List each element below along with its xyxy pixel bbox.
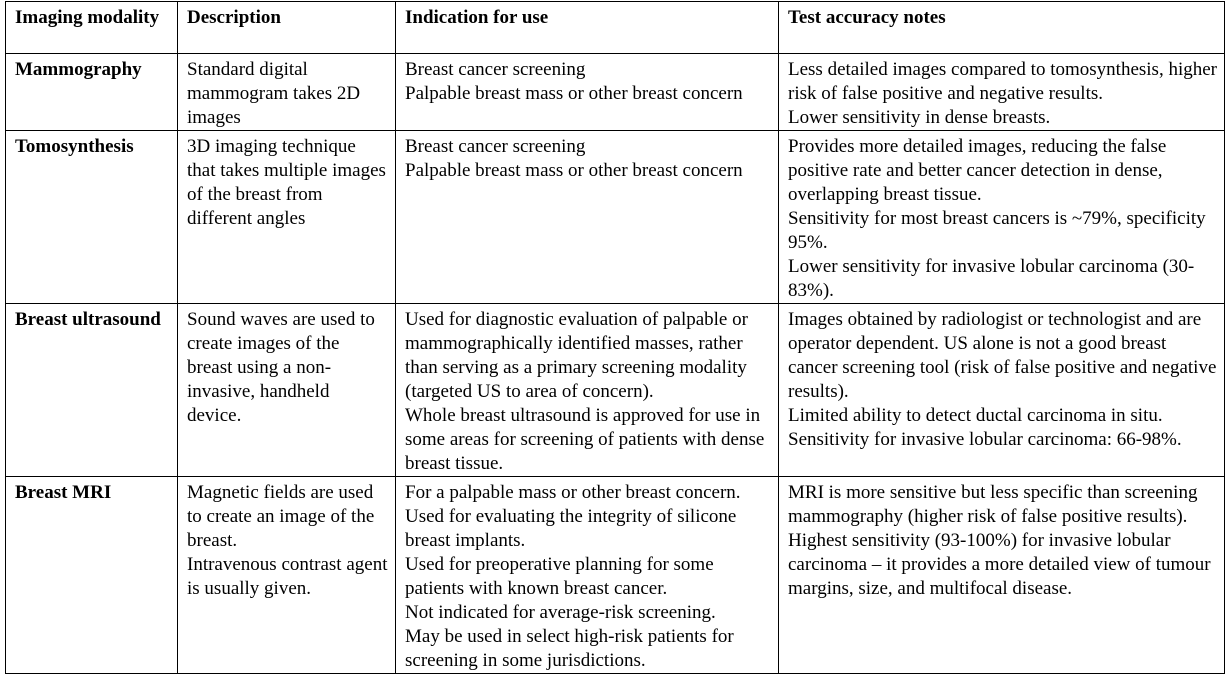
indication-cell: [396, 54, 779, 131]
indication-line: Used for diagnostic evaluation of palpable or mammographically identified masses, rather than serving as a primary screening modality (targeted US to area of concern).: [405, 309, 748, 402]
description-cell: 3D imaging technique that takes multiple images of the breast from different angles: [178, 131, 396, 304]
description-cell: Standard digital mammogram takes 2D images: [178, 54, 396, 131]
indication-line: Palpable breast mass or other breast concern: [405, 160, 743, 181]
description-line: Intravenous contrast agent is usually given.: [187, 554, 388, 599]
accuracy-line: Sensitivity for invasive lobular carcinoma: 66-98%.: [788, 429, 1182, 450]
indication-line: Used for evaluating the integrity of silicone breast implants.: [405, 506, 737, 551]
indication-line: Breast cancer screening: [405, 59, 586, 80]
imaging-modality-table: [5, 1, 1225, 674]
accuracy-line: Less detailed images compared to tomosynthesis, higher risk of false positive and negative results.: [788, 59, 1217, 104]
table-row-tomosynthesis: [6, 131, 1225, 304]
modality-cell: Tomosynthesis: [6, 131, 178, 304]
modality-cell: Breast ultrasound: [6, 304, 178, 477]
accuracy-line: Highest sensitivity (93-100%) for invasive lobular carcinoma – it provides a more detailed view of tumour margins, size, and multifocal disease.: [788, 530, 1211, 599]
description-cell: [178, 477, 396, 674]
indication-line: Palpable breast mass or other breast concern: [405, 83, 743, 104]
accuracy-line: MRI is more sensitive but less specific than screening mammography (higher risk of false positive results).: [788, 482, 1198, 527]
accuracy-cell: [779, 131, 1225, 304]
accuracy-cell: [779, 54, 1225, 131]
table-row-breast-ultrasound: [6, 304, 1225, 477]
modality-cell: Breast MRI: [6, 477, 178, 674]
indication-line: May be used in select high-risk patients for screening in some jurisdictions.: [405, 626, 734, 671]
accuracy-line: Images obtained by radiologist or technologist and are operator dependent. US alone is not a good breast cancer screening tool (risk of false positive and negative results).: [788, 309, 1217, 402]
accuracy-line: Lower sensitivity for invasive lobular carcinoma (30-83%).: [788, 256, 1195, 301]
indication-line: Not indicated for average-risk screening.: [405, 602, 716, 623]
accuracy-cell: [779, 477, 1225, 674]
modality-cell: Mammography: [6, 54, 178, 131]
indication-cell: [396, 304, 779, 477]
description-line: Magnetic fields are used to create an image of the breast.: [187, 482, 375, 551]
indication-line: Breast cancer screening: [405, 136, 586, 157]
accuracy-line: Sensitivity for most breast cancers is ~79%, specificity 95%.: [788, 208, 1206, 253]
accuracy-line: Provides more detailed images, reducing the false positive rate and better cancer detection in dense, overlapping breast tissue.: [788, 136, 1167, 205]
table-row-breast-mri: [6, 477, 1225, 674]
indication-cell: [396, 131, 779, 304]
header-imaging-modality: Imaging modality: [6, 2, 178, 54]
indication-line: For a palpable mass or other breast concern.: [405, 482, 741, 503]
table-row-mammography: [6, 54, 1225, 131]
header-indication-for-use: Indication for use: [396, 2, 779, 54]
accuracy-line: Lower sensitivity in dense breasts.: [788, 107, 1051, 128]
indication-line: Whole breast ultrasound is approved for use in some areas for screening of patients with dense breast tissue.: [405, 405, 765, 474]
header-test-accuracy-notes: Test accuracy notes: [779, 2, 1225, 54]
accuracy-line: Limited ability to detect ductal carcinoma in situ.: [788, 405, 1163, 426]
header-description: Description: [178, 2, 396, 54]
indication-cell: [396, 477, 779, 674]
accuracy-cell: [779, 304, 1225, 477]
table-header-row: [6, 2, 1225, 54]
description-cell: Sound waves are used to create images of the breast using a non-invasive, handheld device.: [178, 304, 396, 477]
indication-line: Used for preoperative planning for some patients with known breast cancer.: [405, 554, 714, 599]
